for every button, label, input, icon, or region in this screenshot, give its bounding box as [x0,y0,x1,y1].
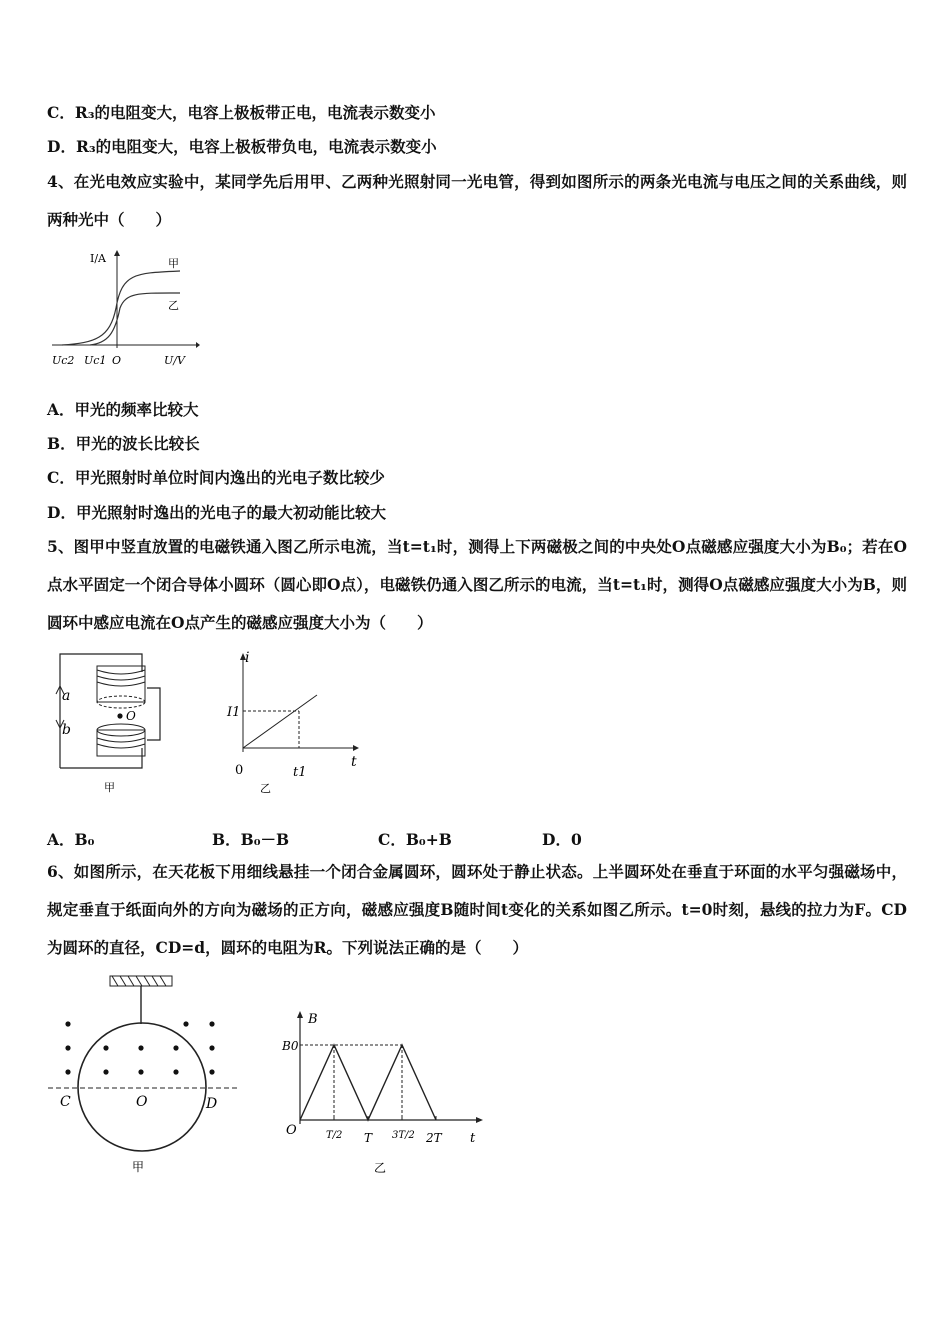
q6-origin: O [286,1123,297,1138]
q5-electromagnet-figure [52,648,172,796]
q4-photocurrent-figure [50,248,200,370]
q5-current-line [243,695,317,748]
q5-option-b: B．B₀－B [212,830,290,849]
q5-tick-i1: I1 [227,705,241,720]
q6-ring-figure [46,970,244,1178]
q4-tick-uc1: Uc1 [84,354,107,367]
q6-tick-2t: 2T [426,1131,442,1145]
q4-option-b: B．甲光的波长比较长 [47,434,200,453]
q4-x-label: U/V [164,354,185,367]
q4-option-d: D．甲光照射时逸出的光电子的最大初动能比较大 [47,503,386,522]
q4-y-label: I/A [90,252,106,265]
q5-label-b: b [62,722,71,738]
q6-t-arrow [476,1117,483,1123]
q6-tick-3t-half: 3T/2 [392,1130,415,1141]
q4-stem: 4、在光电效应实验中，某同学先后用甲、乙两种光照射同一光电管，得到如图所示的两条光电流与电压之间的关系曲线，则两种光中（ ） [47,172,907,229]
q5-wire-right [147,688,160,740]
q6-label-d: D [206,1096,218,1112]
q6-label-c: C [60,1094,71,1110]
q5-caption-jia: 甲 [104,781,115,794]
q4-label-yi: 乙 [168,299,179,312]
q5-label-o: O [126,709,136,723]
q5-tick-t1: t1 [293,765,307,780]
q6-y-label: B [308,1012,318,1027]
q5-upper-coil [97,666,145,708]
q4-option-a: A．甲光的频率比较大 [47,400,199,419]
q6-b-t-graph [280,1008,490,1178]
q4-curve-yi [90,293,180,345]
q6-b-arrow [297,1011,303,1018]
q6-x-label: t [470,1131,476,1146]
q5-stem: 5、图甲中竖直放置的电磁铁通入图乙所示电流，当t=t₁时，测得上下两磁极之间的中央处O点磁感应强度大小为B₀；若在O点水平固定一个闭合导体小圆环（圆心即O点），电磁铁仍通入图乙所示的电流，当t=t₁时，测得O点磁感应强度大小为B，则圆环中感应电流在O点产生的磁感应强度大小为（ ） [47,537,907,632]
q4-origin: O [112,354,122,367]
q6-caption-jia: 甲 [132,1160,145,1174]
q6-ring [78,1023,206,1151]
q5-option-c: C．B₀+B [378,830,452,849]
q5-point-o [117,713,122,718]
q5-current-graph [225,648,365,796]
q5-wire-bottom [60,748,142,768]
q5-label-a: a [62,688,71,704]
q5-option-d: D．0 [542,830,582,849]
q5-caption-yi: 乙 [260,782,271,795]
q6-b-series-line [300,1045,436,1120]
q4-y-arrow [114,250,120,256]
q5-lower-coil [97,724,145,756]
q4-x-arrow [196,342,200,348]
q3-option-d: D．R₃的电阻变大，电容上极板带负电，电流表示数变小 [47,137,437,156]
q6-plot-area [300,1045,436,1120]
q6-label-o: O [136,1094,148,1110]
q4-curve-jia [62,271,180,345]
q5-x-label: t [351,754,357,770]
q5-origin: 0 [235,763,244,778]
q6-tick-t: T [364,1131,373,1145]
q3-option-c: C．R₃的电阻变大，电容上极板带正电，电流表示数变小 [47,103,436,122]
q4-label-jia: 甲 [168,257,179,270]
q5-y-label: i [245,650,250,666]
q6-tick-t-half: T/2 [326,1130,343,1141]
q4-option-c: C．甲光照射时单位时间内逸出的光电子数比较少 [47,468,385,487]
q4-tick-uc2: Uc2 [52,354,75,367]
q6-tick-b0: B0 [282,1039,299,1053]
q5-t-arrow [353,745,359,751]
q5-options [47,828,747,850]
q6-caption-yi: 乙 [374,1161,387,1175]
q5-option-a: A．B₀ [47,830,95,849]
q6-stem: 6、如图所示，在天花板下用细线悬挂一个闭合金属圆环，圆环处于静止状态。上半圆环处在垂直于环面的水平匀强磁场中，规定垂直于纸面向外的方向为磁场的正方向，磁感应强度B随时间t变化的关系如图乙所示。t=0时刻，悬线的拉力为F。CD为圆环的直径，CD=d，圆环的电阻为R。下列说法正确的是（ ） [47,862,907,957]
